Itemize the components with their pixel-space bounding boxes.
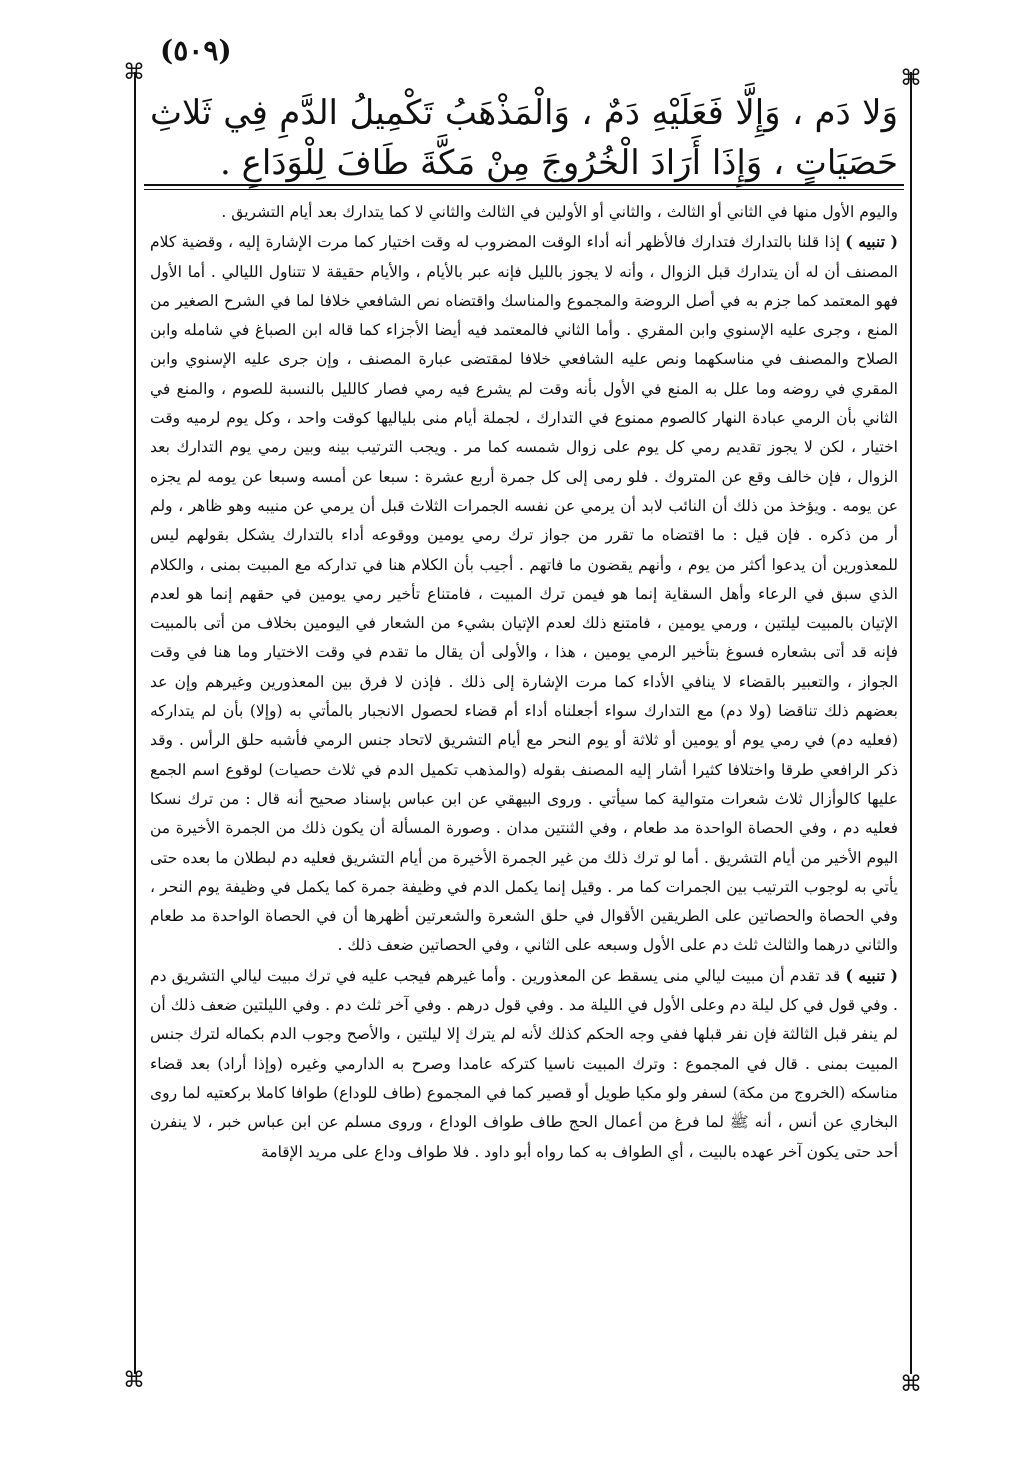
tanbih-heading: ( تنبيه ) bbox=[845, 965, 898, 985]
matn-text: وَلا دَم ، وَإِلَّا فَعَلَيْهِ دَمٌ ، وَالْمَذْهَبُ تَكْمِيلُ الدَّمِ فِي ثَلاثِ حَصَيَاتٍ ، وَإِذَا أَرَادَ الْخُرُوجَ مِنْ مَكَّةَ طَافَ لِلْوَدَاعِ . bbox=[150, 93, 898, 183]
corner-ornament-icon: ⌘ bbox=[900, 66, 922, 91]
commentary-block bbox=[150, 198, 898, 1167]
commentary-paragraph bbox=[150, 227, 898, 960]
corner-ornament-icon: ⌘ bbox=[900, 1372, 922, 1397]
separator-rule bbox=[144, 189, 904, 190]
corner-ornament-icon: ⌘ bbox=[123, 60, 145, 85]
tanbih-heading: ( تنبيه ) bbox=[845, 232, 898, 252]
commentary-text: (ولا دم) مع التدارك سواء أجعلناه أداء أم قضاء لحصول الانجبار بالمأتي به (وإلا) بأن لم يتداركه (فعليه دم) في رمي يوم أو يومين أو ثلاثة أو يوم النحر مع أيام التشريق لاتحاد جنس الرمي فأشبه حلق الرأس . وقد ذكر الرافعي طرقا واختلافا كثيرا أشار إليه المصنف بقوله (والمذهب تكميل الدم في ثلاث حصيات) لوقوع اسم الجمع عليها كالوأزال ثلاث شعرات متوالية كما سيأتي . وروى البيهقي عن ابن عباس بإسناد صحيح أنه قال : من ترك نسكا فعليه دم ، وفي الحصاة الواحدة مد طعام ، وفي الثنتين مدان . وصورة المسألة أن يكون ذلك من الجمرة الأخيرة من اليوم الأخير من أيام التشريق . أما لو ترك ذلك من غير الجمرة الأخيرة من أيام التشريق فعليه دم لبطلان ما بعده حتى يأتي به لوجوب الترتيب بين الجمرات كما مر . وقيل إنما يكمل الدم في وظيفة جمرة كما يكمل في وظيفة يوم النحر ، وفي الحصاة والحصاتين على الطريقين الأقوال في حلق الشعرة والشعرتين أظهرها أن في الحصاة الواحدة مد طعام والثاني درهما والثالث ثلث دم على الأول وسبعه على الثاني ، وفي الحصاتين ضعف ذلك . bbox=[150, 702, 898, 955]
commentary-text: قد تقدم أن مبيت ليالي منى يسقط عن المعذورين . وأما غيرهم فيجب عليه في ترك مبيت ليالي التشريق دم . وفي قول في كل ليلة دم وعلى الأول في الليلة مد . وفي قول درهم . وفي آخر ثلث دم . وفي الليلتين ضعف ذلك أن لم ينفر قبل الثالثة فإن نفر قبلها ففي وجه الحكم كذلك لأنه لم يترك إلا ليلتين ، والأصح وجوب الدم بكماله لترك جنس المبيت بمنى . قال في المجموع : وترك المبيت ناسيا كتركه عامدا وصرح به الدارمي وغيره (وإذا أراد) بعد قضاء مناسكه (الخروج من مكة) لسفر ولو مكيا طويل أو قصير كما في المجموع (طاف للوداع) طوافا كاملا بركعتيه لما روى البخاري عن أنس ، أنه ﷺ لما فرغ من أعمال الحج طاف طواف الوداع ، وروى مسلم عن ابن عباس خبر ، لا ينفرن أحد حتى يكون آخر عهده بالبيت ، أي الطواف به كما رواه أبو داود . فلا طواف وداع على مريد الإقامة bbox=[150, 966, 899, 1161]
page-number: (٥٠٩) bbox=[160, 34, 232, 67]
commentary-text: إذا قلنا بالتدارك فتدارك فالأظهر أنه أداء الوقت المضروب له وقت اختيار كما مرت الإشارة إليه ، وقضية كلام المصنف أن له أن يتدارك قبل الزوال ، وأنه لا يجوز بالليل فإنه عبر بالأيام ، والأيام حقيقة لا تتناول الليالي . أما الأول فهو المعتمد كما جزم به في أصل الروضة والمجموع والمناسك واقتضاه نص الشافعي خلافا لما في الشرح الصغير من المنع ، وجرى عليه الإسنوي وابن المقري . وأما الثاني فالمعتمد فيه أيضا الأجزاء كما قاله ابن الصباغ في شامله وابن الصلاح والمصنف في مناسكهما ونص عليه الشافعي خلافا لمقتضى عبارة المصنف ، وإن جرى عليه الإسنوي وابن المقري في روضه وما علل به المنع في الأول بأنه وقت لم يشرع فيه رمي فصار كالليل بالنسبة للصوم ، والمنع في الثاني بأن الرمي عبادة النهار كالصوم ممنوع في التدارك ، لجملة أيام منى بلياليها كوقت واحد ، وكل يوم لرميه وقت اختيار ، لكن لا يجوز تقديم رمي كل يوم على زوال شمسه كما مر . ويجب الترتيب بينه وبين رمي يوم التدارك بعد الزوال ، فإن خالف وقع عن المتروك . فلو رمى إلى كل جمرة أربع عشرة : سبعا عن أمسه وسبعا عن يومه لم يجزه عن يومه . ويؤخذ من ذلك أن النائب لابد أن يرمي عن نفسه الجمرات الثلاث قبل أن يرمي عن منيبه وهو ظاهر ، ولم أر من ذكره . فإن قيل : ما اقتضاه ما تقرر من جواز ترك رمي يومين ووقوعه أداء بالتدارك يشكل بقولهم ليس للمعذورين أن يدعوا أكثر من يوم ، وأنهم يقضون ما فاتهم . أجيب بأن الكلام هنا في تداركه مع المبيت بمنى ، والكلام الذي سبق في الرعاء وأهل السقاية إنما هو فيمن ترك المبيت ، فامتناع تأخير رمي يومين في حقهم إنما هو لعدم الإتيان بالمبيت ليلتين ، ورمي يومين ، فامتنع ذلك لعدم الإتيان بشيء من الشعار في اليومين بخلاف من أتى بالمبيت فإنه قد أتى بشعاره فسوغ بتأخير الرمي يومين ، هذا ، والأولى أن يقال ما تقدم في وقت الاختيار وما هنا في وقت الجواز ، والتعبير بالقضاء لا ينافي الأداء كما مرت الإشارة إلى ذلك . فإذن لا فرق بين المعذورين وغيرهم وإن عد بعضهم ذلك تناقضا bbox=[150, 233, 898, 721]
commentary-paragraph bbox=[150, 961, 898, 1167]
commentary-paragraph: واليوم الأول منها في الثاني أو الثالث ، والثاني أو الأولين في الثالث والثاني لا كما يتدارك بعد أيام التشريق . bbox=[221, 203, 898, 221]
separator-rule bbox=[144, 184, 904, 186]
corner-ornament-icon: ⌘ bbox=[123, 1368, 145, 1393]
